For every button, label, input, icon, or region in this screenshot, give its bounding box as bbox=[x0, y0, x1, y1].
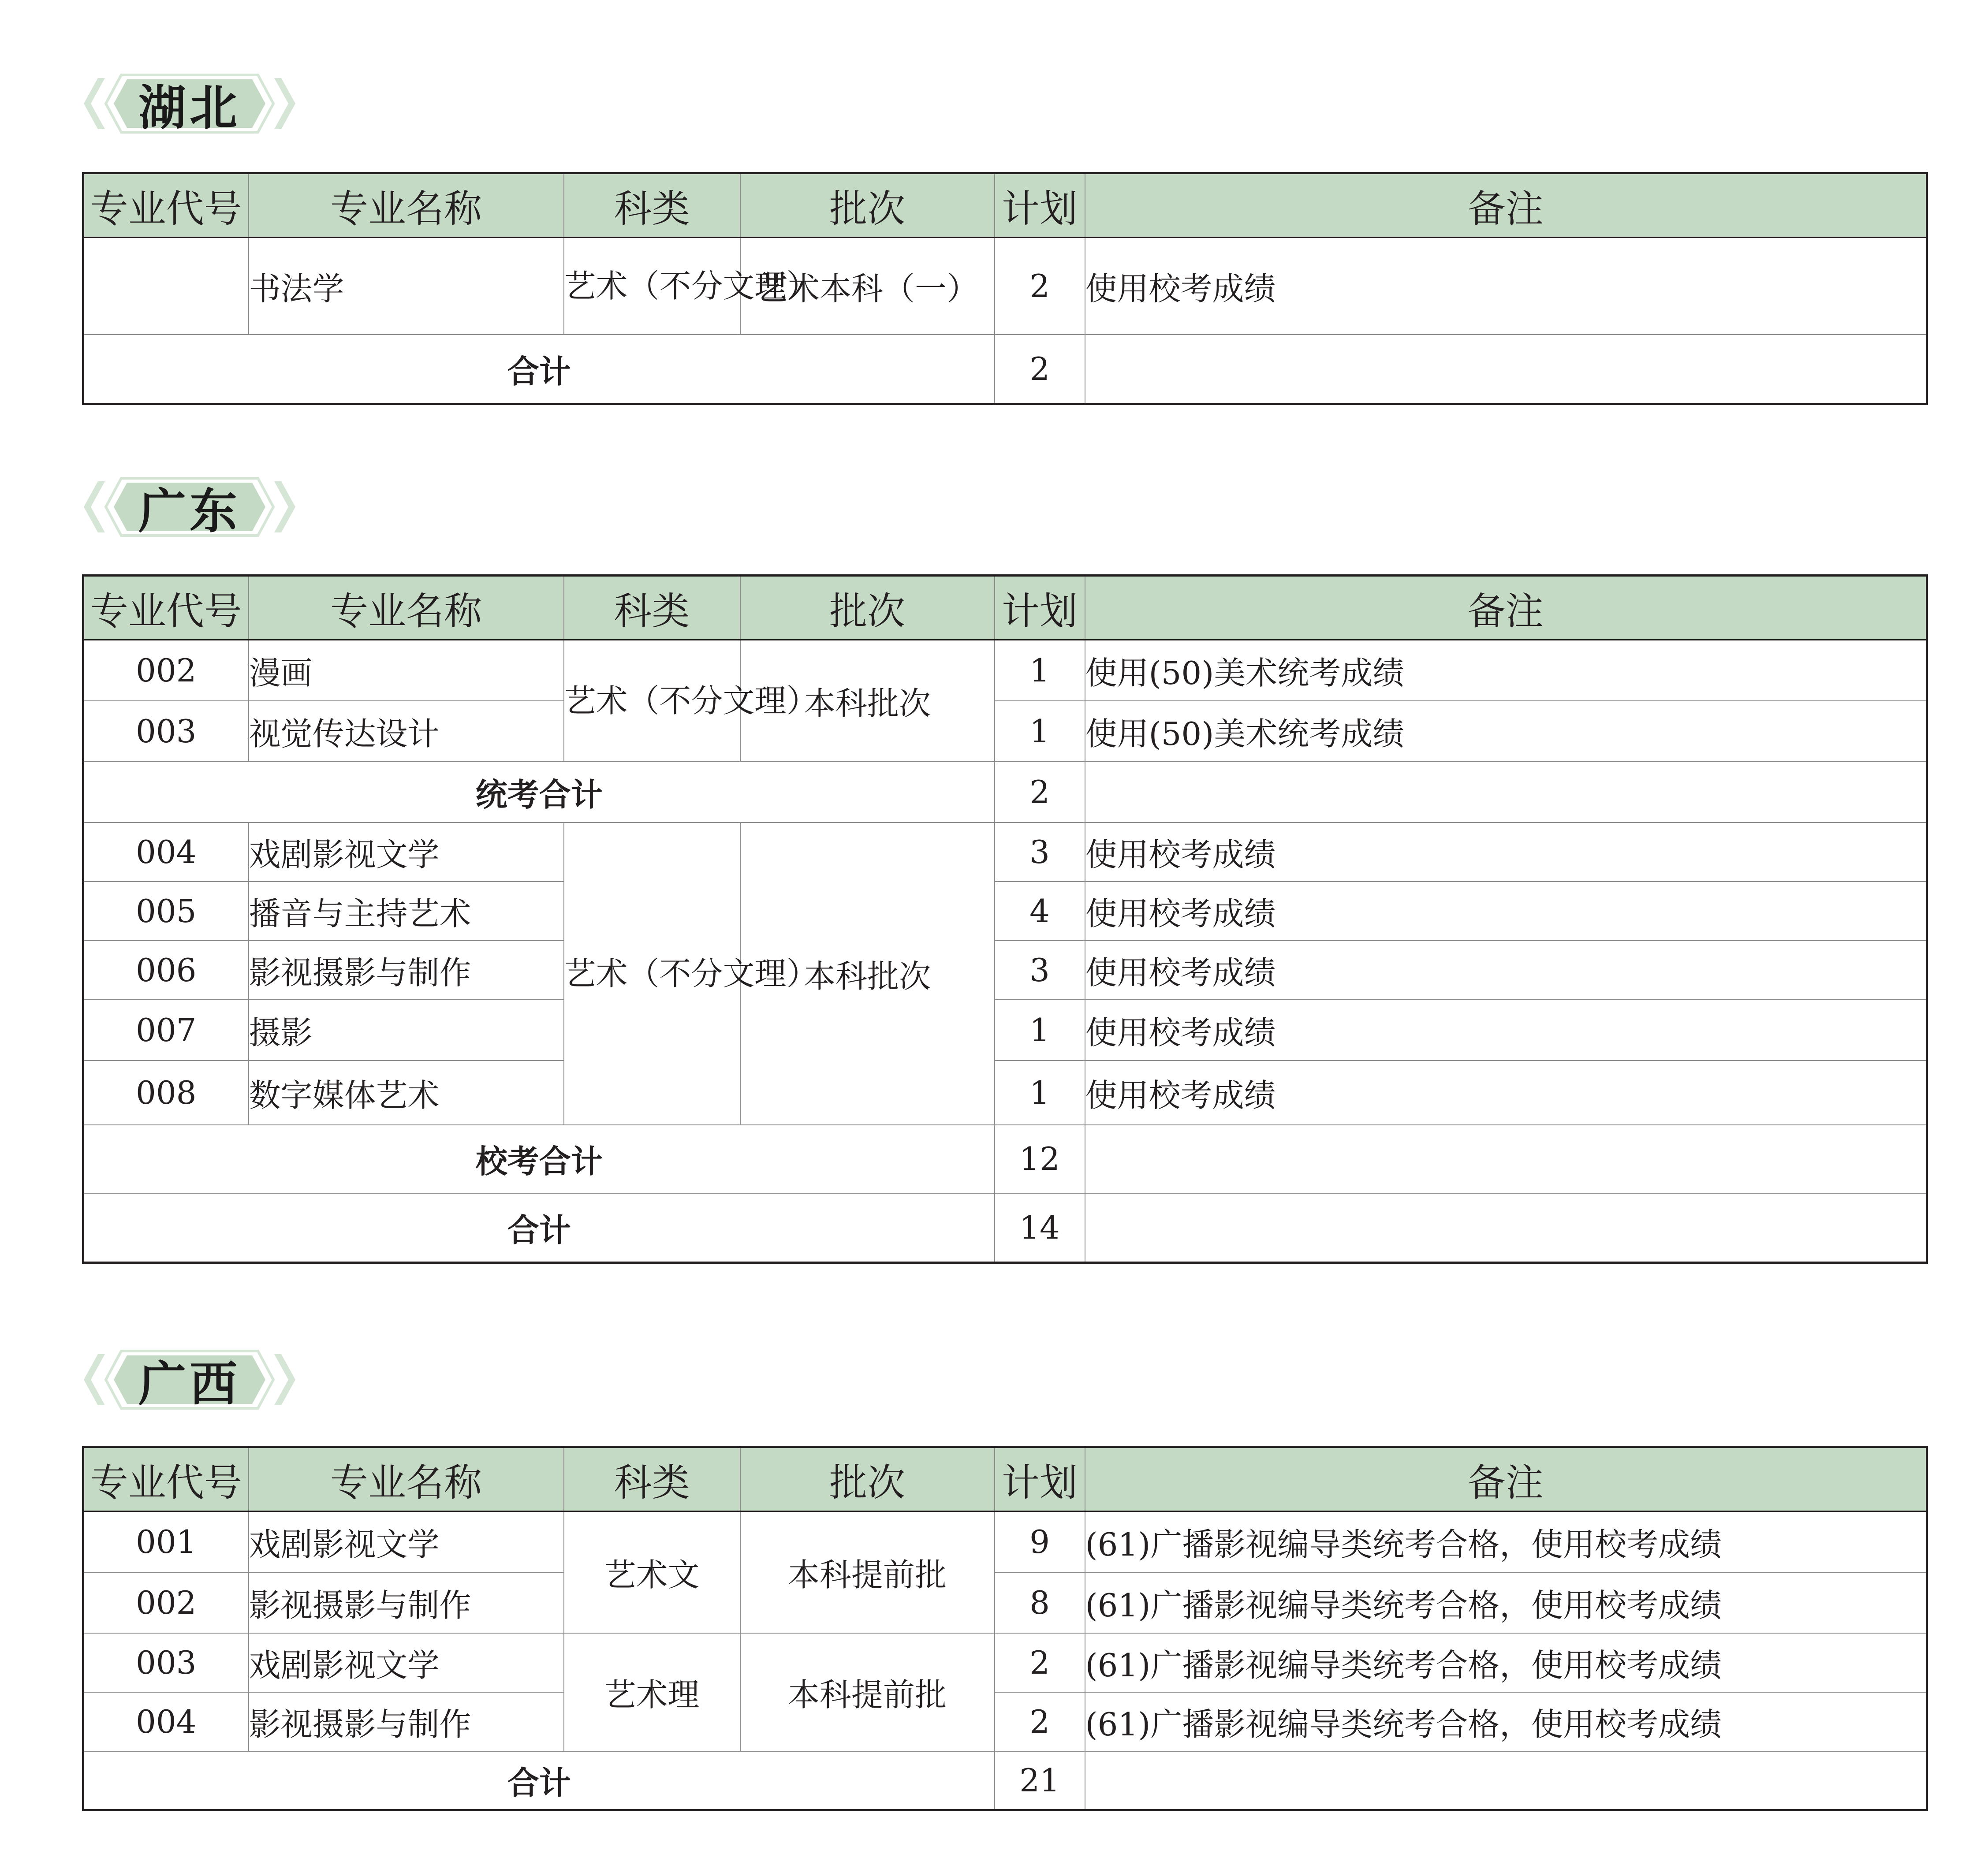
cell-code: 008 bbox=[83, 1061, 249, 1125]
subtotal-note bbox=[1085, 762, 1927, 823]
cell-category: 艺术文 bbox=[564, 1511, 740, 1633]
subtotal-row bbox=[83, 1125, 1927, 1193]
cell-code: 004 bbox=[83, 823, 249, 882]
guangdong-plan-table bbox=[82, 574, 1928, 1264]
header-note: 备注 bbox=[1085, 576, 1927, 640]
total-label: 合计 bbox=[83, 1751, 995, 1810]
subtotal-value: 12 bbox=[995, 1125, 1085, 1193]
section-title-hubei bbox=[79, 60, 300, 148]
cell-plan: 8 bbox=[995, 1572, 1085, 1633]
cell-note: (61)广播影视编导类统考合格，使用校考成绩 bbox=[1085, 1511, 1927, 1572]
cell-name: 视觉传达设计 bbox=[249, 701, 564, 762]
table-row bbox=[83, 1000, 1927, 1061]
table-row bbox=[83, 238, 1927, 335]
cell-category: 艺术（不分文理） bbox=[564, 823, 740, 1125]
cell-batch: 本科提前批 bbox=[740, 1511, 995, 1633]
cell-note: (61)广播影视编导类统考合格，使用校考成绩 bbox=[1085, 1572, 1927, 1633]
subtotal-note bbox=[1085, 1125, 1927, 1193]
table-row bbox=[83, 1572, 1927, 1633]
cell-category: 艺术理 bbox=[564, 1633, 740, 1751]
cell-plan: 3 bbox=[995, 941, 1085, 1000]
cell-name: 戏剧影视文学 bbox=[249, 1511, 564, 1572]
cell-code: 005 bbox=[83, 882, 249, 941]
header-batch: 批次 bbox=[740, 173, 995, 238]
header-category: 科类 bbox=[564, 576, 740, 640]
header-plan: 计划 bbox=[995, 173, 1085, 238]
table-row bbox=[83, 1633, 1927, 1692]
header-name: 专业名称 bbox=[249, 576, 564, 640]
section-title-label: 广西 bbox=[138, 1356, 241, 1412]
cell-batch: 艺术本科（一） bbox=[740, 238, 995, 335]
cell-code: 003 bbox=[83, 1633, 249, 1692]
cell-name: 戏剧影视文学 bbox=[249, 1633, 564, 1692]
cell-plan: 4 bbox=[995, 882, 1085, 941]
table-row bbox=[83, 823, 1927, 882]
cell-category: 艺术（不分文理） bbox=[564, 238, 740, 335]
subtotal-value: 2 bbox=[995, 762, 1085, 823]
table-row bbox=[83, 1692, 1927, 1751]
cell-plan: 2 bbox=[995, 1633, 1085, 1692]
cell-code: 002 bbox=[83, 1572, 249, 1633]
cell-note: 使用校考成绩 bbox=[1085, 1061, 1927, 1125]
table-row bbox=[83, 1511, 1927, 1572]
table-row bbox=[83, 941, 1927, 1000]
cell-note: 使用校考成绩 bbox=[1085, 941, 1927, 1000]
cell-code: 003 bbox=[83, 701, 249, 762]
total-label: 合计 bbox=[83, 335, 995, 404]
cell-note: 使用校考成绩 bbox=[1085, 882, 1927, 941]
header-code: 专业代号 bbox=[83, 576, 249, 640]
header-batch: 批次 bbox=[740, 1447, 995, 1511]
cell-name: 播音与主持艺术 bbox=[249, 882, 564, 941]
cell-batch: 本科批次 bbox=[740, 640, 995, 762]
total-row bbox=[83, 335, 1927, 404]
table-header-row bbox=[83, 173, 1927, 238]
cell-name: 摄影 bbox=[249, 1000, 564, 1061]
cell-note: (61)广播影视编导类统考合格，使用校考成绩 bbox=[1085, 1633, 1927, 1692]
subtotal-label: 统考合计 bbox=[83, 762, 995, 823]
header-batch: 批次 bbox=[740, 576, 995, 640]
cell-code: 001 bbox=[83, 1511, 249, 1572]
total-row bbox=[83, 1193, 1927, 1263]
cell-note: 使用校考成绩 bbox=[1085, 823, 1927, 882]
cell-code: 002 bbox=[83, 640, 249, 701]
cell-plan: 1 bbox=[995, 701, 1085, 762]
cell-note: 使用(50)美术统考成绩 bbox=[1085, 701, 1927, 762]
cell-name: 戏剧影视文学 bbox=[249, 823, 564, 882]
cell-plan: 1 bbox=[995, 640, 1085, 701]
total-value: 2 bbox=[995, 335, 1085, 404]
cell-code bbox=[83, 238, 249, 335]
cell-code: 004 bbox=[83, 1692, 249, 1751]
cell-name: 影视摄影与制作 bbox=[249, 1572, 564, 1633]
subtotal-label: 校考合计 bbox=[83, 1125, 995, 1193]
cell-plan: 9 bbox=[995, 1511, 1085, 1572]
cell-note: 使用校考成绩 bbox=[1085, 1000, 1927, 1061]
cell-batch: 本科提前批 bbox=[740, 1633, 995, 1751]
total-label: 合计 bbox=[83, 1193, 995, 1263]
table-row bbox=[83, 640, 1927, 701]
cell-plan: 2 bbox=[995, 238, 1085, 335]
header-note: 备注 bbox=[1085, 173, 1927, 238]
cell-name: 漫画 bbox=[249, 640, 564, 701]
table-row bbox=[83, 1061, 1927, 1125]
cell-code: 007 bbox=[83, 1000, 249, 1061]
total-note bbox=[1085, 1193, 1927, 1263]
section-title-guangdong bbox=[79, 463, 300, 551]
cell-code: 006 bbox=[83, 941, 249, 1000]
cell-plan: 1 bbox=[995, 1061, 1085, 1125]
cell-batch: 本科批次 bbox=[740, 823, 995, 1125]
table-row bbox=[83, 882, 1927, 941]
cell-name: 书法学 bbox=[249, 238, 564, 335]
header-name: 专业名称 bbox=[249, 1447, 564, 1511]
section-title-label: 湖北 bbox=[138, 80, 241, 136]
guangxi-plan-table bbox=[82, 1446, 1928, 1811]
cell-note: (61)广播影视编导类统考合格，使用校考成绩 bbox=[1085, 1692, 1927, 1751]
cell-note: 使用(50)美术统考成绩 bbox=[1085, 640, 1927, 701]
header-category: 科类 bbox=[564, 1447, 740, 1511]
header-name: 专业名称 bbox=[249, 173, 564, 238]
table-header-row bbox=[83, 1447, 1927, 1511]
cell-category: 艺术（不分文理） bbox=[564, 640, 740, 762]
total-row bbox=[83, 1751, 1927, 1810]
total-value: 14 bbox=[995, 1193, 1085, 1263]
section-title-guangxi bbox=[79, 1336, 300, 1424]
table-row bbox=[83, 701, 1927, 762]
total-note bbox=[1085, 335, 1927, 404]
header-category: 科类 bbox=[564, 173, 740, 238]
header-plan: 计划 bbox=[995, 576, 1085, 640]
header-note: 备注 bbox=[1085, 1447, 1927, 1511]
cell-plan: 1 bbox=[995, 1000, 1085, 1061]
header-code: 专业代号 bbox=[83, 173, 249, 238]
header-plan: 计划 bbox=[995, 1447, 1085, 1511]
subtotal-row bbox=[83, 762, 1927, 823]
header-code: 专业代号 bbox=[83, 1447, 249, 1511]
table-header-row bbox=[83, 576, 1927, 640]
cell-plan: 2 bbox=[995, 1692, 1085, 1751]
cell-name: 影视摄影与制作 bbox=[249, 941, 564, 1000]
cell-name: 数字媒体艺术 bbox=[249, 1061, 564, 1125]
cell-note: 使用校考成绩 bbox=[1085, 238, 1927, 335]
total-value: 21 bbox=[995, 1751, 1085, 1810]
cell-name: 影视摄影与制作 bbox=[249, 1692, 564, 1751]
section-title-label: 广东 bbox=[138, 484, 241, 539]
hubei-plan-table bbox=[82, 172, 1928, 405]
total-note bbox=[1085, 1751, 1927, 1810]
cell-plan: 3 bbox=[995, 823, 1085, 882]
